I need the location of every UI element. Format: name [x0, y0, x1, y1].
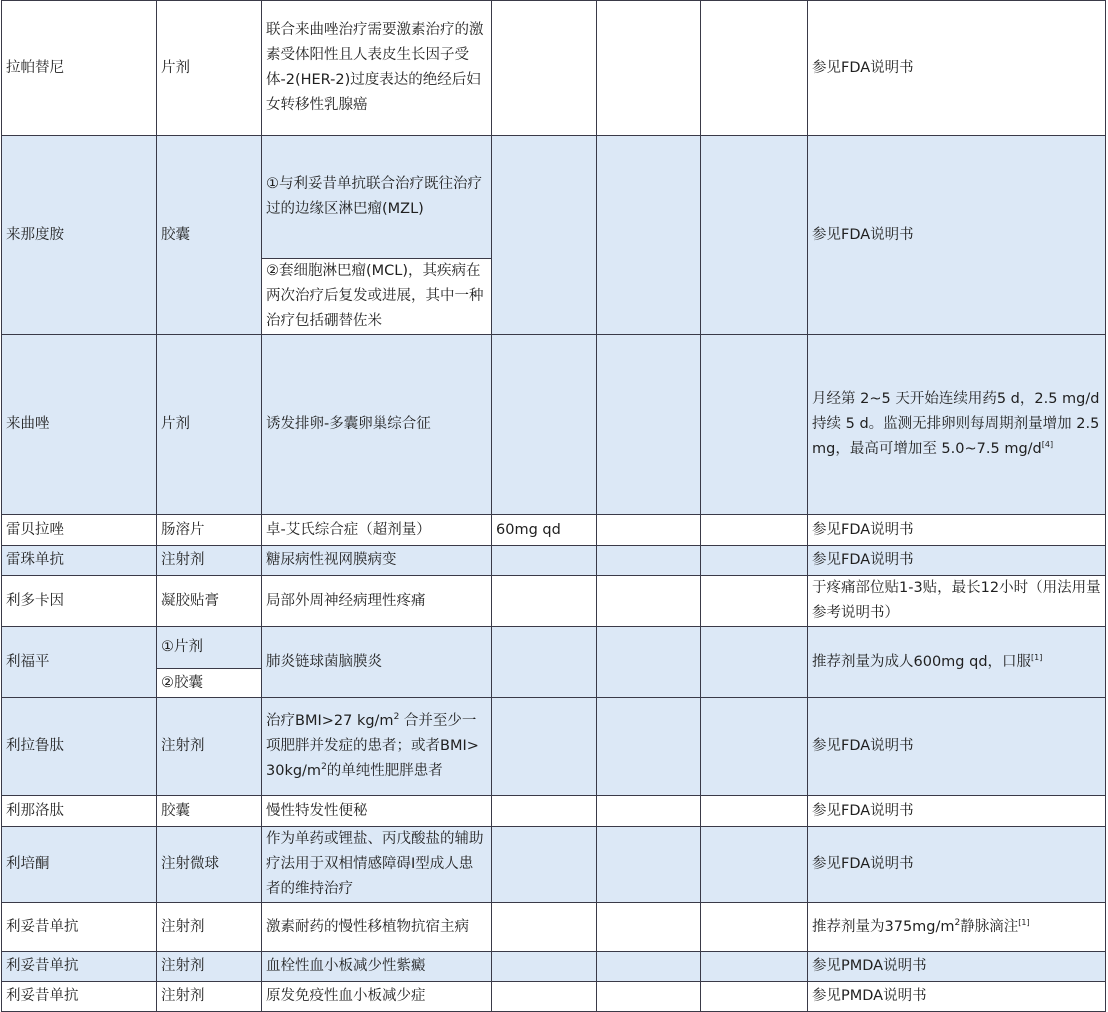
table-row	[2, 136, 1106, 259]
dosage-form-cell: 注射剂	[157, 982, 262, 1012]
empty-cell	[492, 903, 597, 952]
dosage-note-cell	[808, 903, 1106, 952]
empty-cell	[701, 952, 808, 982]
citation-ref: [1]	[1031, 652, 1043, 662]
empty-cell	[701, 136, 808, 335]
indication-cell-2: ②套细胞淋巴瘤(MCL)，其疾病在两次治疗后复发或进展，其中一种治疗包括硼替佐米	[262, 259, 492, 335]
empty-cell	[597, 627, 701, 698]
drug-name-cell: 利妥昔单抗	[2, 903, 157, 952]
empty-cell	[492, 627, 597, 698]
dosage-note-text: 推荐剂量为成人600mg qd，口服	[812, 653, 1032, 670]
drug-name-cell: 利那洛肽	[2, 796, 157, 827]
reference-note-cell: 参见FDA说明书	[808, 827, 1106, 903]
indication-text: 治疗BMI>27 kg/m	[266, 713, 394, 729]
empty-cell	[492, 698, 597, 796]
superscript: 2	[321, 762, 327, 772]
empty-cell	[597, 576, 701, 627]
empty-cell	[492, 952, 597, 982]
empty-cell	[701, 335, 808, 515]
dosage-form-cell: 胶囊	[157, 796, 262, 827]
empty-cell	[701, 546, 808, 576]
dosage-form-cell: 注射剂	[157, 546, 262, 576]
indication-cell	[262, 698, 492, 796]
indication-text: 的单纯性肥胖患者	[326, 763, 443, 779]
table-row	[2, 627, 1106, 669]
reference-note-cell: 参见FDA说明书	[808, 546, 1106, 576]
reference-note-cell: 参见FDA说明书	[808, 698, 1106, 796]
citation-ref: [4]	[1041, 440, 1054, 450]
empty-cell	[701, 627, 808, 698]
table-row	[2, 335, 1106, 515]
indication-cell: 联合来曲唑治疗需要激素治疗的激素受体阳性且人表皮生长因子受体-2(HER-2)过度表达的绝经后妇女转移性乳腺癌	[262, 1, 492, 136]
empty-cell	[597, 136, 701, 335]
dosage-form-cell: 注射剂	[157, 952, 262, 982]
indication-cell: 诱发排卵-多囊卵巢综合征	[262, 335, 492, 515]
dosage-note-cell	[808, 627, 1106, 698]
drug-name-cell: 利福平	[2, 627, 157, 698]
empty-cell	[597, 982, 701, 1012]
drug-name-cell: 利妥昔单抗	[2, 952, 157, 982]
reference-note-cell: 参见FDA说明书	[808, 515, 1106, 546]
empty-cell	[701, 698, 808, 796]
dosage-form-cell-1: ①片剂	[157, 627, 262, 669]
reference-note-cell: 参见FDA说明书	[808, 136, 1106, 335]
table-row	[2, 952, 1106, 982]
dosage-form-cell: 注射微球	[157, 827, 262, 903]
table-row	[2, 796, 1106, 827]
dosage-form-cell: 注射剂	[157, 903, 262, 952]
drug-name-cell: 利培酮	[2, 827, 157, 903]
dosage-form-cell: 片剂	[157, 1, 262, 136]
indication-cell: 激素耐药的慢性移植物抗宿主病	[262, 903, 492, 952]
indication-cell: 局部外周神经病理性疼痛	[262, 576, 492, 627]
drug-name-cell: 来那度胺	[2, 136, 157, 335]
dosage-form-cell: 片剂	[157, 335, 262, 515]
empty-cell	[597, 546, 701, 576]
table-row	[2, 1, 1106, 136]
table-row	[2, 576, 1106, 627]
empty-cell	[492, 796, 597, 827]
drug-name-cell: 利妥昔单抗	[2, 982, 157, 1012]
empty-cell	[492, 982, 597, 1012]
empty-cell	[597, 952, 701, 982]
superscript: 2	[393, 712, 400, 722]
indication-text: 合并至少一项肥胖并发症的患者；或者BMI>30kg/m	[266, 713, 479, 779]
empty-cell	[492, 546, 597, 576]
table-row	[2, 515, 1106, 546]
empty-cell	[701, 515, 808, 546]
empty-cell	[492, 136, 597, 335]
dosage-form-cell-2: ②胶囊	[157, 669, 262, 698]
reference-note-cell: 参见FDA说明书	[808, 1, 1106, 136]
drug-name-cell: 来曲唑	[2, 335, 157, 515]
empty-cell	[701, 576, 808, 627]
dose-cell: 60mg qd	[492, 515, 597, 546]
indication-cell: 糖尿病性视网膜病变	[262, 546, 492, 576]
reference-note-cell: 参见PMDA说明书	[808, 982, 1106, 1012]
indication-cell: 卓-艾氏综合症（超剂量）	[262, 515, 492, 546]
empty-cell	[701, 796, 808, 827]
table-row	[2, 903, 1106, 952]
indication-cell: 慢性特发性便秘	[262, 796, 492, 827]
empty-cell	[597, 698, 701, 796]
dosage-note-text: 静脉滴注	[960, 918, 1019, 935]
dosage-note-cell	[808, 335, 1106, 515]
empty-cell	[597, 903, 701, 952]
reference-note-cell: 参见FDA说明书	[808, 796, 1106, 827]
reference-note-cell: 参见PMDA说明书	[808, 952, 1106, 982]
empty-cell	[597, 515, 701, 546]
table-row	[2, 698, 1106, 796]
drug-name-cell: 雷贝拉唑	[2, 515, 157, 546]
empty-cell	[492, 827, 597, 903]
indication-cell-1: ①与利妥昔单抗联合治疗既往治疗过的边缘区淋巴瘤(MZL)	[262, 136, 492, 259]
empty-cell	[597, 827, 701, 903]
table-row	[2, 827, 1106, 903]
empty-cell	[701, 1, 808, 136]
empty-cell	[492, 335, 597, 515]
empty-cell	[597, 335, 701, 515]
dosage-form-cell: 肠溶片	[157, 515, 262, 546]
drug-name-cell: 雷珠单抗	[2, 546, 157, 576]
indication-cell: 原发免疫性血小板减少症	[262, 982, 492, 1012]
empty-cell	[701, 903, 808, 952]
drug-name-cell: 拉帕替尼	[2, 1, 157, 136]
dosage-form-cell: 凝胶贴膏	[157, 576, 262, 627]
drug-indication-table	[1, 0, 1106, 1012]
empty-cell	[597, 796, 701, 827]
empty-cell	[597, 1, 701, 136]
dosage-note-cell: 于疼痛部位贴1-3贴，最长12小时（用法用量参考说明书）	[808, 576, 1106, 627]
superscript: 2	[954, 917, 961, 928]
dosage-note-text: 月经第 2~5 天开始连续用药5 d，2.5 mg/d 持续 5 d。监测无排卵则每周期剂量增加 2.5 mg，最高可增加至 5.0~7.5 mg/d	[812, 391, 1100, 457]
drug-name-cell: 利拉鲁肽	[2, 698, 157, 796]
table-row	[2, 546, 1106, 576]
dosage-note-text: 推荐剂量为375mg/m	[812, 918, 955, 935]
drug-name-cell: 利多卡因	[2, 576, 157, 627]
empty-cell	[701, 827, 808, 903]
indication-cell: 作为单药或锂盐、丙戊酸盐的辅助疗法用于双相情感障碍I型成人患者的维持治疗	[262, 827, 492, 903]
dosage-form-cell: 胶囊	[157, 136, 262, 335]
indication-cell: 肺炎链球菌脑膜炎	[262, 627, 492, 698]
empty-cell	[492, 576, 597, 627]
dosage-form-cell: 注射剂	[157, 698, 262, 796]
empty-cell	[701, 982, 808, 1012]
indication-cell: 血栓性血小板减少性紫癜	[262, 952, 492, 982]
table-row	[2, 982, 1106, 1012]
citation-ref: [1]	[1018, 917, 1030, 927]
empty-cell	[492, 1, 597, 136]
